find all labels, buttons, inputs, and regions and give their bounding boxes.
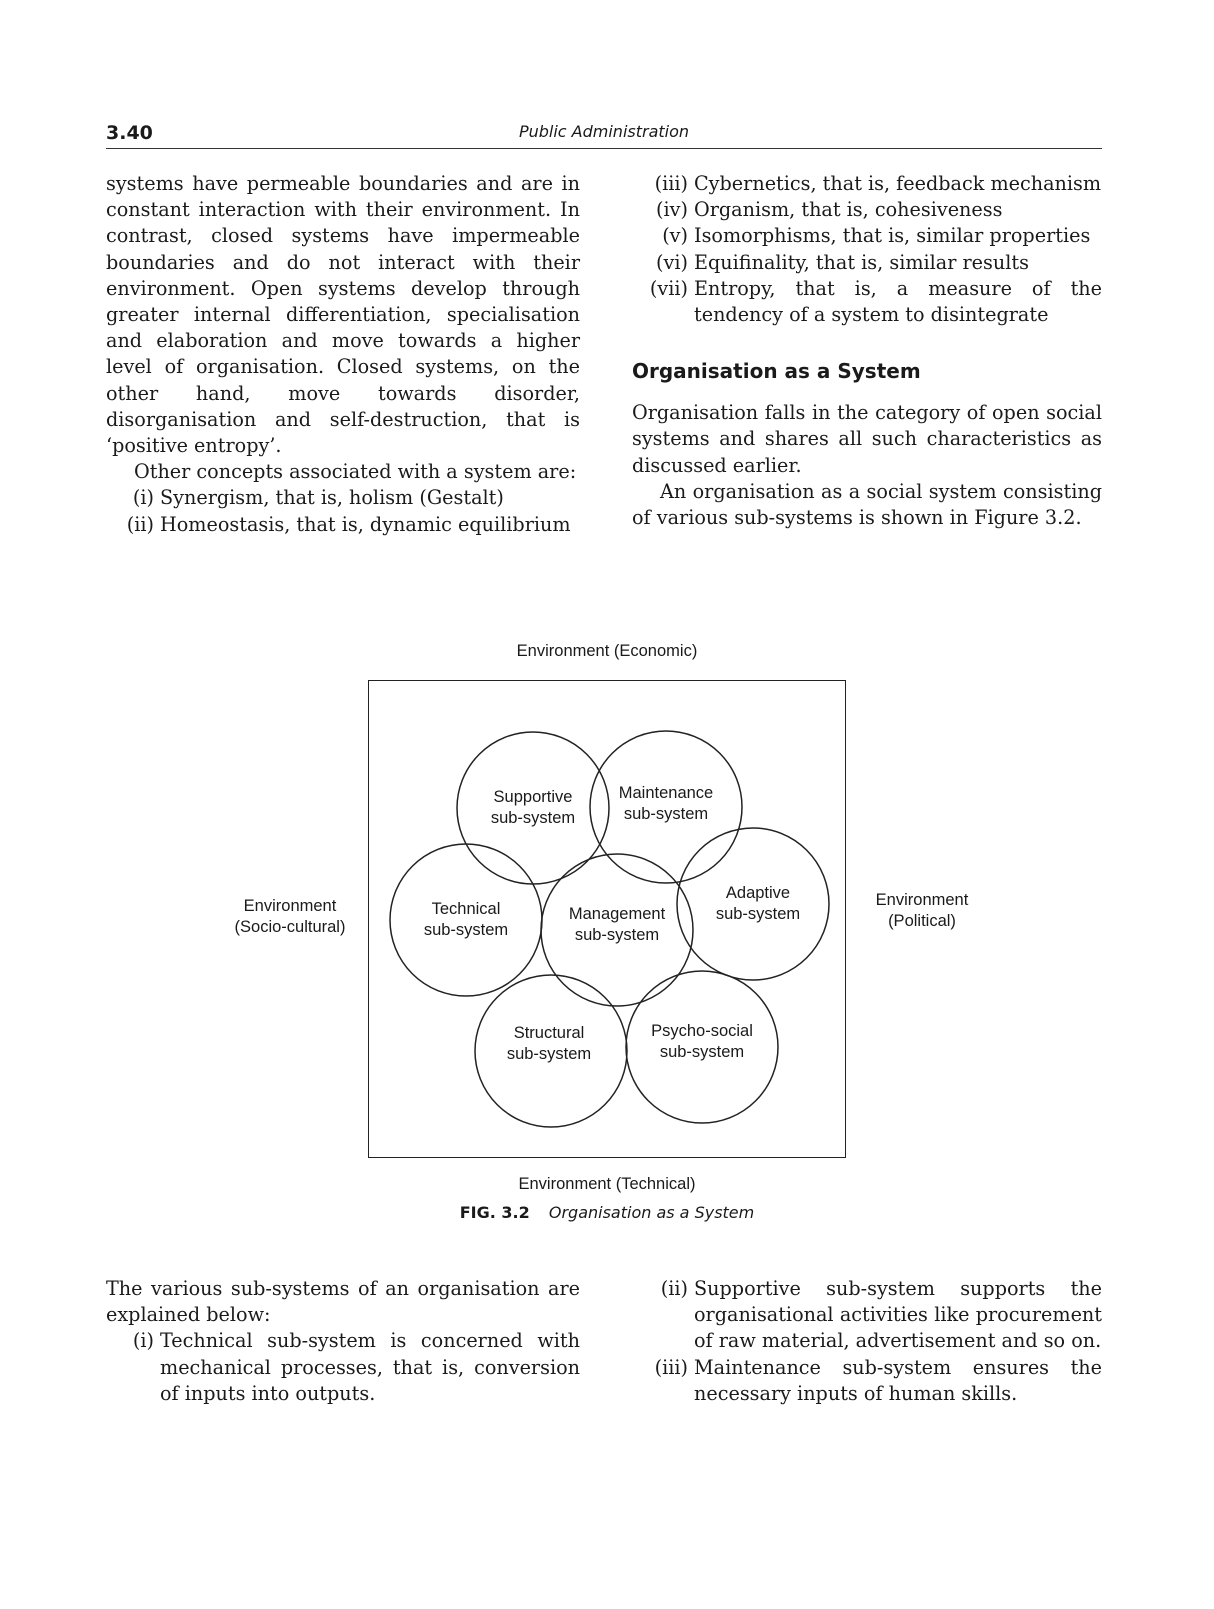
adaptive-subsystem-label: Adaptive sub-system (715, 884, 801, 923)
list-text: Entropy, that is, a measure of the tendency of a system to disintegrate (694, 276, 1102, 327)
management-circle (541, 854, 693, 1006)
list-item (632, 276, 1102, 328)
psycho-social-circle (626, 971, 778, 1123)
list-item (632, 223, 1102, 249)
list-text: Homeostasis, that is, dynamic equilibrium (160, 512, 571, 536)
list-item (106, 485, 580, 511)
list-number: (v) (662, 224, 688, 248)
list-text: Technical sub-system is concerned with mechanical processes, that is, conversion of inputs into outputs. (160, 1329, 580, 1405)
list-number: (vii) (649, 276, 688, 300)
left-column-top (106, 171, 580, 538)
right-column-top (632, 171, 1102, 531)
maintenance-circle (590, 731, 742, 883)
list-number: (i) (132, 486, 154, 510)
figure-caption (300, 1203, 914, 1222)
list-number: (ii) (660, 1277, 688, 1300)
technical-subsystem-label: Technical sub-system (423, 900, 509, 939)
technical-circle (390, 844, 542, 996)
paragraph: Other concepts associated with a system are: (134, 460, 577, 484)
right-column-bottom (632, 1276, 1102, 1407)
supportive-circle (457, 732, 609, 884)
list-item (632, 197, 1102, 223)
list-text: Equifinality, that is, similar results (694, 250, 1029, 274)
env-technical-label: Environment (Technical) (518, 1175, 696, 1193)
list-text: Cybernetics, that is, feedback mechanism (694, 172, 1102, 195)
list-number: (iii) (654, 1355, 688, 1379)
list-text: Supportive sub-system supports the organisational activities like procurement of raw material, advertisement and so on. (694, 1277, 1102, 1353)
list-number: (iv) (656, 198, 688, 222)
list-item (632, 250, 1102, 276)
page-number: 3.40 (106, 122, 153, 144)
list-text: Synergism, that is, holism (Gestalt) (160, 486, 504, 510)
management-subsystem-label: Management sub-system (568, 905, 666, 944)
figure-title: Organisation as a System (548, 1203, 755, 1222)
left-column-bottom (106, 1276, 580, 1407)
list-text: Isomorphisms, that is, similar properties (694, 224, 1091, 248)
environment-boundary-box (368, 680, 846, 1158)
supportive-subsystem-label: Supportive sub-system (490, 788, 576, 827)
list-number: (iii) (654, 172, 688, 195)
page-header (106, 118, 1102, 149)
paragraph: systems have permeable boundaries and are in constant interaction with their environment. In contrast, closed systems have impermeable boundaries and do not interact with their environment. Open systems develop through greater internal differentiation, specialisation and elaboration and move towards a higher level of organisation. Closed systems, on the other hand, move towards disorder, disorganisation and self-destruction, that is ‘positive entropy’. (106, 172, 580, 458)
env-political-label: Environment (Political) (875, 891, 969, 930)
list-number: (vi) (656, 250, 688, 274)
list-item (632, 1276, 1102, 1355)
running-title: Public Administration (518, 122, 690, 141)
structural-subsystem-label: Structural sub-system (506, 1024, 592, 1063)
list-text: Maintenance sub-system ensures the necessary inputs of human skills. (694, 1355, 1102, 1405)
env-economic-label: Environment (Economic) (516, 642, 698, 660)
paragraph: Organisation falls in the category of open social systems and shares all such characteristics as discussed earlier. (632, 401, 1102, 477)
list-item (106, 1328, 580, 1407)
env-socio-cultural-label: Environment (Socio-cultural) (234, 897, 346, 936)
list-text: Organism, that is, cohesiveness (694, 198, 1003, 222)
paragraph: An organisation as a social system consisting of various sub-systems is shown in Figure 3.2. (632, 479, 1102, 530)
list-item (632, 171, 1102, 197)
list-item (632, 1355, 1102, 1407)
adaptive-circle (677, 828, 829, 980)
section-heading: Organisation as a System (632, 359, 921, 384)
paragraph: The various sub-systems of an organisation are explained below: (106, 1277, 580, 1327)
list-number: (ii) (126, 512, 154, 536)
maintenance-subsystem-label: Maintenance sub-system (618, 784, 714, 823)
psycho-social-subsystem-label: Psycho-social sub-system (651, 1022, 753, 1061)
structural-circle (475, 975, 627, 1127)
figure-number: FIG. 3.2 (459, 1203, 530, 1222)
list-number: (i) (132, 1329, 154, 1353)
list-item (106, 512, 580, 538)
